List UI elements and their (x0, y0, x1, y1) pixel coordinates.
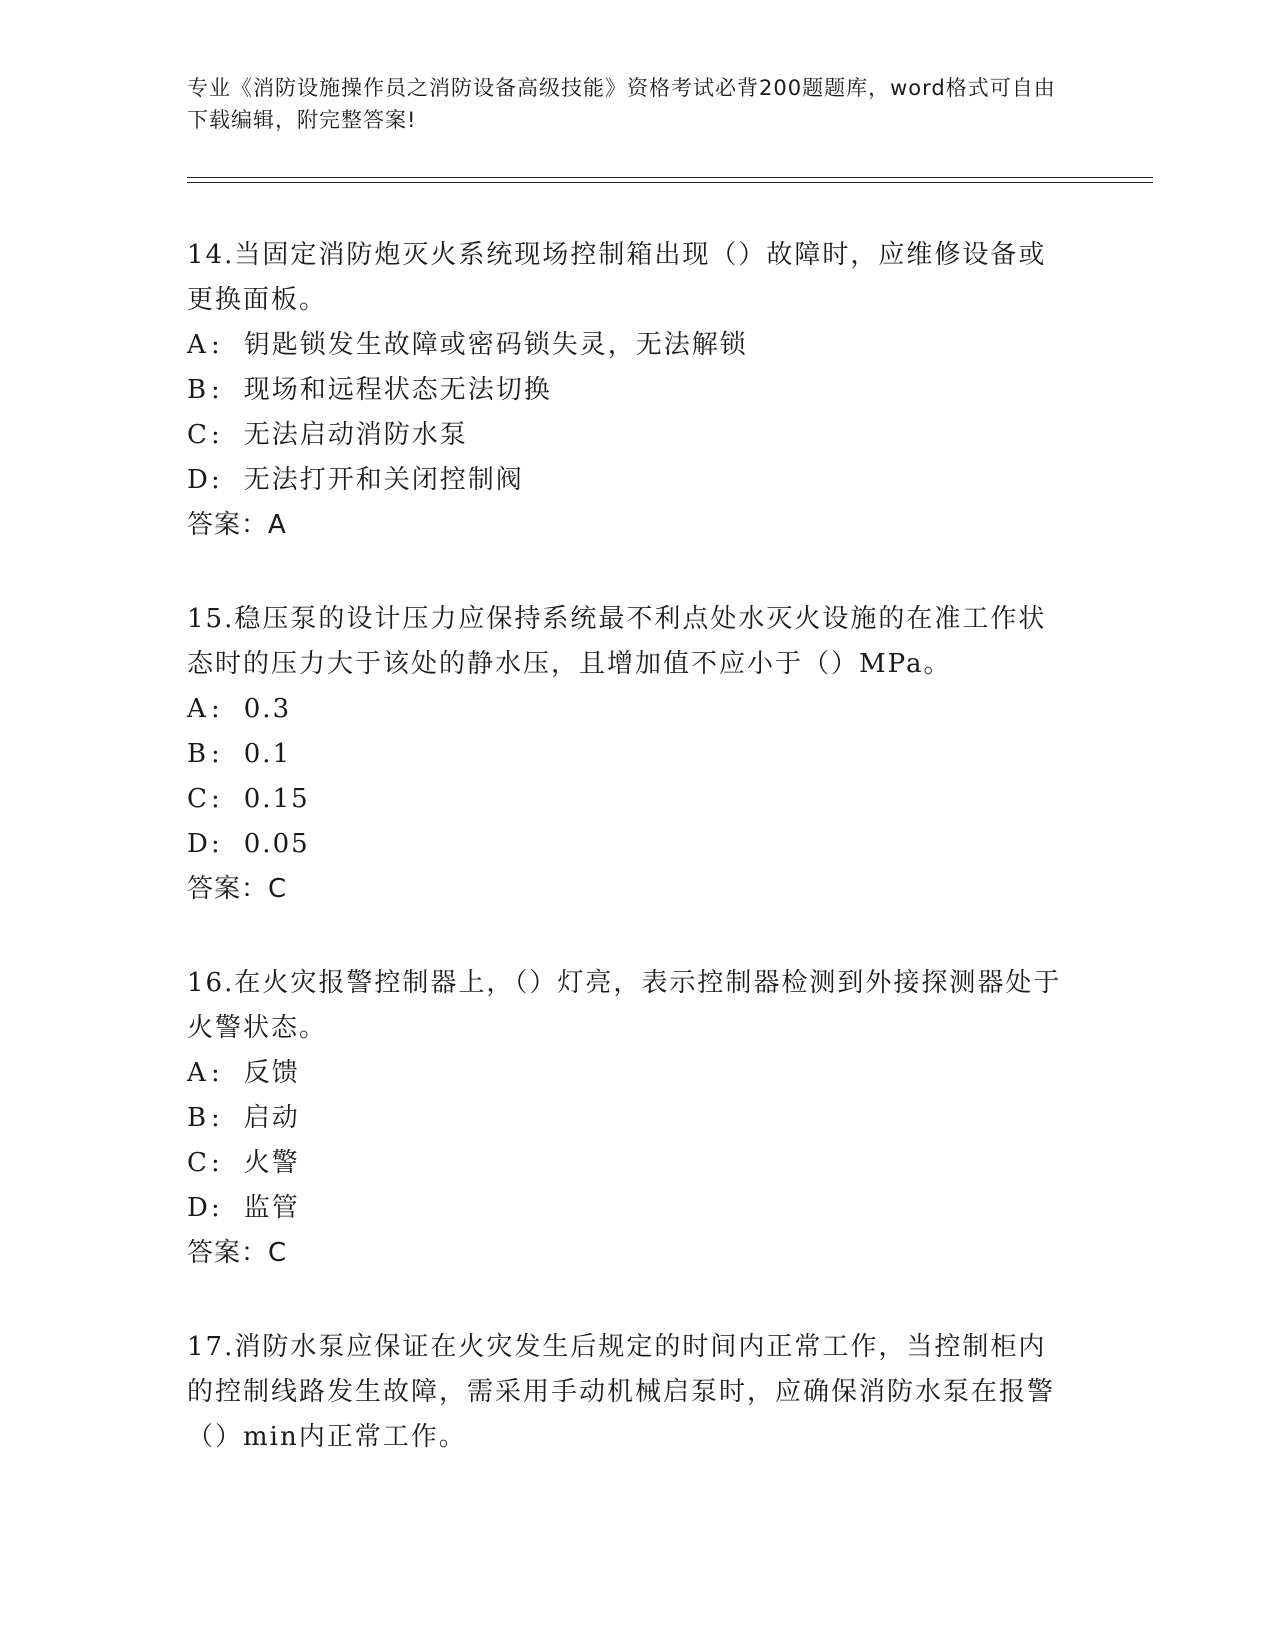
option-text: 无法启动消防水泵 (243, 420, 468, 450)
option-text: 0.15 (243, 784, 310, 814)
option-d: D: 无法打开和关闭控制阀 (187, 458, 1067, 503)
option-d: D: 监管 (187, 1186, 1067, 1231)
option-letter: B (187, 375, 209, 405)
option-letter: B (187, 1103, 209, 1133)
option-letter: B (187, 739, 209, 769)
option-c: C: 0.15 (187, 777, 1067, 822)
question-stem: 14.当固定消防炮灭火系统现场控制箱出现（）故障时，应维修设备或更换面板。 (187, 240, 1047, 315)
question-14 (187, 233, 1067, 548)
option-a: A : 0.3 (187, 687, 1067, 732)
option-text: 无法打开和关闭控制阀 (243, 465, 524, 495)
option-letter: C (187, 1148, 209, 1178)
option-b: B : 启动 (187, 1096, 1067, 1141)
option-letter: D (187, 829, 210, 859)
option-text: 0.1 (243, 739, 292, 769)
option-a: A : 钥匙锁发生故障或密码锁失灵，无法解锁 (187, 323, 1067, 368)
header-divider-bottom (187, 182, 1153, 183)
option-a: A : 反馈 (187, 1051, 1067, 1096)
option-letter: C (187, 784, 209, 814)
header-divider-top (187, 177, 1153, 178)
option-text: 反馈 (243, 1058, 300, 1088)
question-17 (187, 1325, 1067, 1460)
option-text: 监管 (243, 1193, 300, 1223)
question-stem: 16.在火灾报警控制器上，（）灯亮，表示控制器检测到外接探测器处于火警状态。 (187, 968, 1062, 1043)
option-d: D: 0.05 (187, 822, 1067, 867)
answer-key: 答案：C (187, 1238, 288, 1268)
option-text: 火警 (243, 1148, 300, 1178)
option-letter: D (187, 1193, 210, 1223)
question-15 (187, 597, 1067, 912)
option-text: 启动 (243, 1103, 300, 1133)
option-b: B : 0.1 (187, 732, 1067, 777)
option-text: 0.3 (243, 694, 292, 724)
option-letter: A (187, 1058, 208, 1088)
option-letter: A (187, 330, 208, 360)
option-c: C: 无法启动消防水泵 (187, 413, 1067, 458)
option-letter: A (187, 694, 208, 724)
answer-key: 答案：C (187, 874, 288, 904)
option-text: 0.05 (243, 829, 310, 859)
document-intro: 专业《消防设施操作员之消防设备高级技能》资格考试必背200题题库，word格式可自由下载编辑，附完整答案! (187, 76, 1056, 132)
option-b: B : 现场和远程状态无法切换 (187, 368, 1067, 413)
option-letter: D (187, 465, 210, 495)
question-stem: 15.稳压泵的设计压力应保持系统最不利点处水灭火设施的在准工作状态时的压力大于该处的静水压，且增加值不应小于（）MPa。 (187, 604, 1047, 679)
question-stem: 17.消防水泵应保证在火灾发生后规定的时间内正常工作，当控制柜内的控制线路发生故障，需采用手动机械启泵时，应确保消防水泵在报警（）min内正常工作。 (187, 1332, 1056, 1452)
answer-key: 答案：A (187, 510, 287, 540)
option-c: C: 火警 (187, 1141, 1067, 1186)
option-text: 现场和远程状态无法切换 (243, 375, 552, 405)
question-16 (187, 961, 1067, 1276)
option-text: 钥匙锁发生故障或密码锁失灵，无法解锁 (243, 330, 748, 360)
option-letter: C (187, 420, 209, 450)
